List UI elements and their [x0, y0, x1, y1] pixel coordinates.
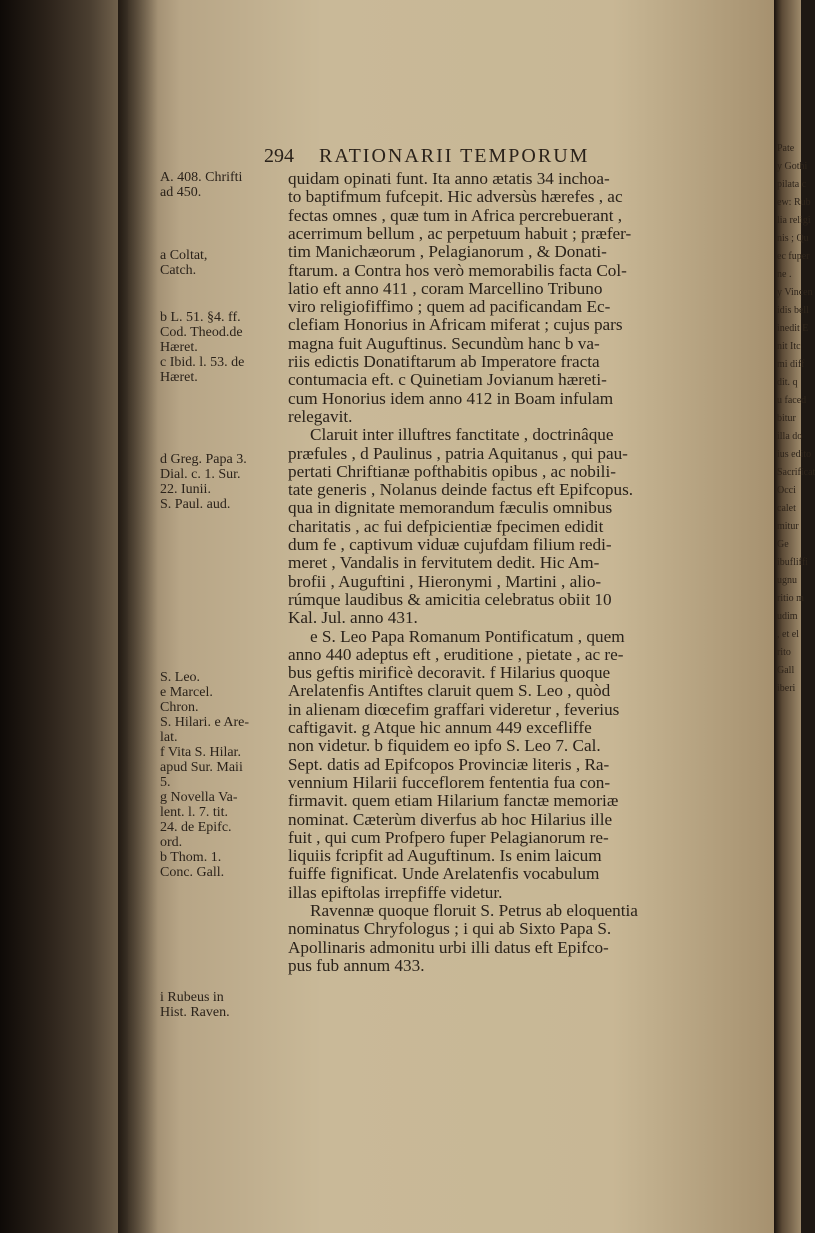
- margin-note: S. Leo. e Marcel. Chron. S. Hilari. e Are- lat. f Vita S. Hilar. apud Sur. Maii 5. g Novella Va- lent. l. 7. tit. 24. de Epifc. ord. b Thom. 1. Conc. Gall.: [160, 670, 250, 880]
- text-line: relegavit.: [288, 406, 353, 426]
- facing-page-fragment: Pate: [777, 143, 795, 154]
- facing-page-edge: [774, 0, 815, 1233]
- margin-note: A. 408. Chrifti ad 450.: [160, 170, 243, 200]
- text-line: cum Honorius idem anno 412 in Boam infulam: [288, 388, 614, 408]
- text-line: rúmque laudibus & amicitia celebratus obiit 10: [288, 589, 612, 609]
- text-line: Claruit inter illuftres fanctitate , doctrinâque: [310, 425, 614, 445]
- text-line: firmavit. quem etiam Hilarium fanctæ memoriæ: [288, 791, 619, 811]
- facing-page-fragment: Ge: [777, 539, 789, 550]
- text-line: to baptifmum fufcepit. Hic adversùs hærefes , ac: [288, 187, 623, 207]
- text-line: nominatus Chryfologus ; i qui ab Sixto Papa S.: [288, 919, 612, 939]
- gutter-shadow: [118, 0, 158, 1233]
- text-line: charitatis , ac fui defpicientiæ fpecimen edidit: [288, 516, 604, 536]
- facing-page-fragment: ibufliffi: [777, 557, 808, 568]
- text-line: quidam opinati funt. Ita anno ætatis 34 inchoa-: [288, 169, 610, 188]
- running-header: [264, 145, 764, 168]
- facing-page-fragment: iberi: [777, 683, 796, 694]
- margin-note: a Coltat, Catch.: [160, 248, 208, 278]
- text-line: anno 440 adeptus eft , eruditione , pietate , ac re-: [288, 644, 624, 664]
- facing-page-fragment: ne .: [777, 269, 792, 280]
- text-line: in alienam diœcefim graffari videretur , feverius: [288, 699, 620, 719]
- facing-page-fragment: nis ; Qu: [777, 233, 809, 244]
- page-number: 294: [264, 145, 294, 167]
- text-line: clefiam Honorius in Africam miferat ; cujus pars: [288, 315, 623, 335]
- book-spine-shadow: [0, 0, 128, 1233]
- text-line: non videtur. b fiquidem eo ipfo S. Leo 7. Cal.: [288, 736, 601, 756]
- facing-page-fragment: y Gothi: [777, 161, 808, 172]
- text-line: fectas omnes , quæ tum in Africa percrebuerant ,: [288, 205, 623, 225]
- running-head-title: RATIONARII TEMPORUM: [319, 145, 590, 167]
- text-line: Arelatenfis Antiftes claruit quem S. Leo , quòd: [288, 681, 611, 701]
- facing-page-fragment: illa do: [777, 431, 803, 442]
- facing-page-fragment: mitur: [777, 521, 799, 532]
- facing-page-fragment: ritio m: [777, 593, 804, 604]
- facing-page-fragment: , et el: [777, 629, 799, 640]
- facing-page-fragment: bitur: [777, 413, 796, 424]
- margin-note: d Greg. Papa 3. Dial. c. 1. Sur. 22. Iunii. S. Paul. aud.: [160, 452, 247, 512]
- text-line: latio eft anno 411 , coram Marcellino Tribuno: [288, 278, 603, 298]
- facing-page-fragment: Gall: [777, 665, 795, 676]
- text-line: qua in dignitate memorandum fæculis omnibus: [288, 498, 613, 518]
- facing-page-fragment: ugnu: [777, 575, 797, 586]
- facing-page-fragment: dit. q: [777, 377, 798, 388]
- text-line: liquiis fcripfit ad Auguftinum. Is enim laicum: [288, 846, 602, 866]
- facing-page-fragment: nit Itc: [777, 341, 801, 352]
- text-line: Sept. datis ad Epifcopos Provinciæ literis , Ra-: [288, 754, 610, 774]
- text-line: bus geftis mirificè decoravit. f Hilarius quoque: [288, 663, 611, 683]
- facing-page-fragment: idis bell: [777, 305, 809, 316]
- text-line: acerrimum bellum , ac perpetuum habuit ; præfer-: [288, 223, 632, 243]
- text-line: Ravennæ quoque floruit S. Petrus ab eloquentia: [310, 901, 638, 920]
- text-line: brofii , Auguftini , Hieronymi , Martini , alio-: [288, 571, 602, 591]
- text-line: pus fub annum 433.: [288, 955, 425, 975]
- facing-page-fragment: mi diff: [777, 359, 805, 370]
- facing-page-fragment: rito: [777, 647, 791, 658]
- facing-page-fragment: u faced: [777, 395, 807, 406]
- text-line: ftarum. a Contra hos verò memorabilis facta Col-: [288, 260, 627, 280]
- facing-page-fragment: Occi: [777, 485, 796, 496]
- text-line: e S. Leo Papa Romanum Pontificatum , quem: [310, 626, 625, 646]
- margin-note: b L. 51. §4. ff. Cod. Theod.de Hæret. c Ibid. l. 53. de Hæret.: [160, 310, 245, 385]
- text-line: nominat. Cæterùm diverfus ab hoc Hilarius ille: [288, 809, 613, 829]
- text-line: tate generis , Nolanus deinde factus eft Epifcopus.: [288, 480, 634, 500]
- facing-page-fragment: inedit E: [777, 323, 809, 334]
- text-line: magna fuit Auguftinus. Secundùm hanc b va-: [288, 333, 600, 353]
- text-line: illas epiftolas irrepfiffe videtur.: [288, 882, 503, 902]
- text-line: fuit , qui cum Profpero fuper Pelagianorum re-: [288, 827, 609, 847]
- facing-page-fragment: y Vincen: [777, 287, 813, 298]
- facing-page-fragment: udim: [777, 611, 798, 622]
- text-line: vennium Hilarii fucceflorem fententia fua con-: [288, 772, 611, 792]
- text-line: contumacia eft. c Quinetiam Jovianum hæreti-: [288, 370, 607, 390]
- text-line: Apollinaris admonitu urbi illi datus eft Epifco-: [288, 937, 609, 957]
- facing-page-fragment: ew: Rub: [777, 197, 811, 208]
- facing-page-fragment: lia religi: [777, 215, 811, 226]
- facing-page-fragment: Sacrificat: [777, 467, 815, 478]
- facing-page-fragment: calet: [777, 503, 796, 514]
- text-line: riis edictis Donatiftarum ab Imperatore fracta: [288, 352, 600, 371]
- text-line: tim Manichæorum , Pelagianorum , & Donati-: [288, 242, 607, 262]
- facing-page-fragment: ec fuper: [777, 251, 810, 262]
- text-line: dum fe , captivum viduæ cujufdam filium redi-: [288, 535, 612, 554]
- text-line: pertati Chriftianæ pofthabitis opibus , ac nobili-: [288, 461, 616, 481]
- text-line: fuiffe fignificat. Unde Arelatenfis vocabulum: [288, 864, 600, 884]
- text-line: viro religiofiffimo ; quem ad pacificandam Ec-: [288, 297, 611, 317]
- facing-page-fragment: ius edito: [777, 449, 812, 460]
- text-line: præfules , d Paulinus , patria Aquitanus , qui pau-: [288, 443, 628, 463]
- margin-note: i Rubeus in Hist. Raven.: [160, 990, 230, 1020]
- text-line: meret , Vandalis in fervitutem dedit. Hic Am-: [288, 553, 600, 573]
- facing-page-fragment: pilata c: [777, 179, 807, 190]
- text-line: Kal. Jul. anno 431.: [288, 608, 418, 628]
- text-line: caftigavit. g Atque hic annum 449 excefliffe: [288, 718, 592, 737]
